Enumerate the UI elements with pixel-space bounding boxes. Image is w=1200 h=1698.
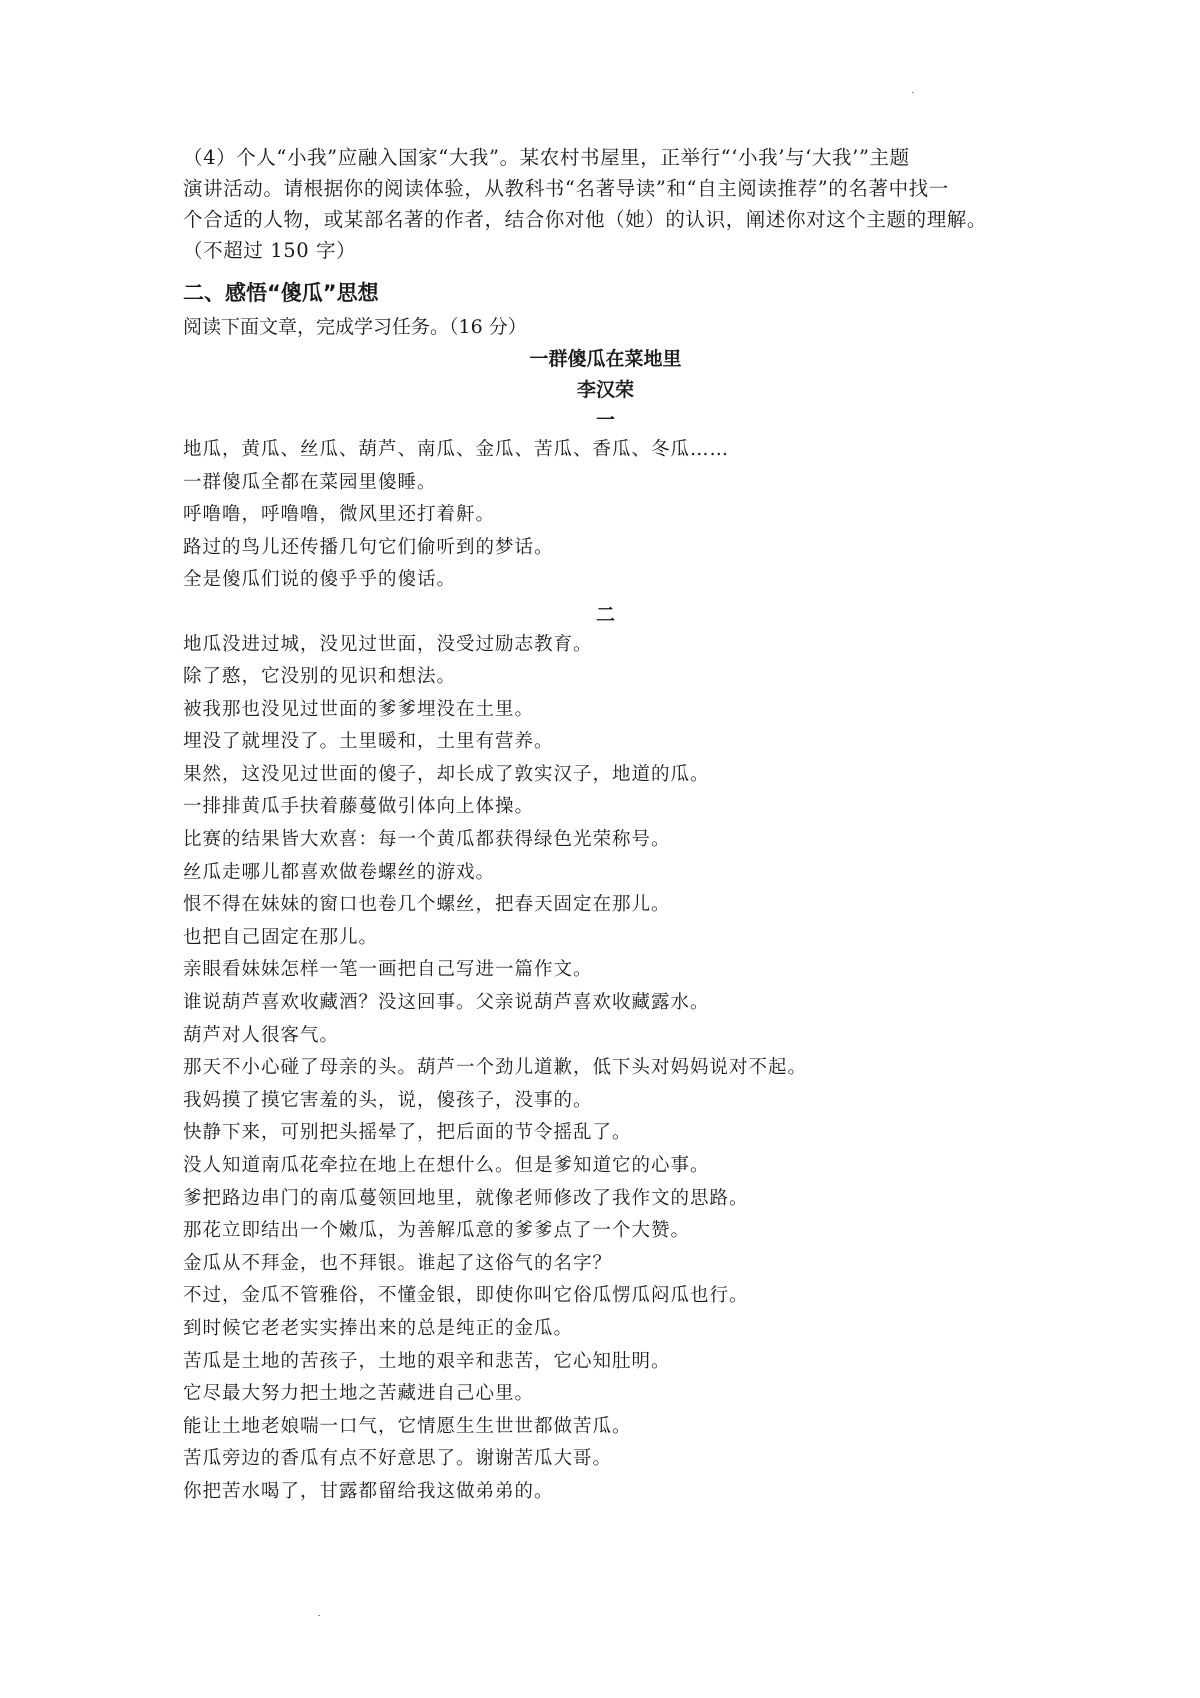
question-4-text <box>183 142 1028 266</box>
poem-line: 葫芦对人很客气。 <box>183 1024 340 1046</box>
poem-line: 能让土地老娘喘一口气，它情愿生生世世都做苦瓜。 <box>183 1415 632 1437</box>
poem-line: 果然，这没见过世面的傻子，却长成了敦实汉子，地道的瓜。 <box>183 763 710 785</box>
poem-line: 地瓜没进过城，没见过世面，没受过励志教育。 <box>183 633 593 655</box>
document-body <box>183 142 1028 1509</box>
section-instruction: 阅读下面文章，完成学习任务。（16 分） <box>183 316 527 338</box>
poem-line: 苦瓜是土地的苦孩子，土地的艰辛和悲苦，它心知肚明。 <box>183 1350 671 1372</box>
poem-line: 我妈摸了摸它害羞的头，说，傻孩子，没事的。 <box>183 1089 593 1111</box>
part-one-numeral: 一 <box>595 409 615 431</box>
poem-line: 那天不小心碰了母亲的头。葫芦一个劲儿道歉，低下头对妈妈说对不起。 <box>183 1057 808 1079</box>
poem-line: 没人知道南瓜花牵拉在地上在想什么。但是爹知道它的心事。 <box>183 1155 710 1176</box>
part-two-lines <box>183 629 1028 1509</box>
poem-line: 路过的鸟儿还传播几句它们偷听到的梦话。 <box>183 536 554 558</box>
poem-line: 全是傻瓜们说的傻乎乎的傻话。 <box>183 569 457 590</box>
poem-line: 比赛的结果皆大欢喜：每一个黄瓜都获得绿色光荣称号。 <box>183 829 671 851</box>
poem-title: 一群傻瓜在菜地里 <box>529 348 682 370</box>
poem-line: 也把自己固定在那儿。 <box>183 926 379 948</box>
question-4-line: 个合适的人物，或某部名著的作者，结合你对他（她）的认识，阐述你对这个主题的理解。 <box>183 208 988 231</box>
poem-line: 被我那也没见过世面的爹爹埋没在土里。 <box>183 698 535 720</box>
poem-line: 苦瓜旁边的香瓜有点不好意思了。谢谢苦瓜大哥。 <box>183 1448 613 1470</box>
part-two-numeral: 二 <box>595 603 615 626</box>
poem-line: 一群傻瓜全都在菜园里傻睡。 <box>183 471 437 493</box>
part-one-lines <box>183 434 1028 597</box>
poem-line: 丝瓜走哪儿都喜欢做卷螺丝的游戏。 <box>183 861 496 883</box>
poem-line: 一排排黄瓜手扶着藤蔓做引体向上体操。 <box>183 796 535 818</box>
poem-line: 快静下来，可别把头摇晕了，把后面的节令摇乱了。 <box>183 1122 632 1144</box>
question-4-line: （4）个人“小我”应融入国家“大我”。某农村书屋里，正举行“‘小我’与‘大我’”主题 <box>183 146 910 169</box>
scan-speck <box>912 92 914 93</box>
section-heading: 二、感悟“傻瓜”思想 <box>183 281 379 305</box>
poem-author: 李汉荣 <box>576 379 634 401</box>
poem-line: 亲眼看妹妹怎样一笔一画把自己写进一篇作文。 <box>183 959 593 981</box>
poem-line: 谁说葫芦喜欢收藏酒？没这回事。父亲说葫芦喜欢收藏露水。 <box>183 992 710 1014</box>
question-4-line: 演讲活动。请根据你的阅读体验，从教科书“名著导读”和“自主阅读推荐”的名著中找一 <box>183 177 949 200</box>
poem-line: 埋没了就埋没了。土里暖和，土里有营养。 <box>183 731 554 753</box>
poem-line: 它尽最大努力把土地之苦藏进自己心里。 <box>183 1383 535 1405</box>
poem-line: 地瓜，黄瓜、丝瓜、葫芦、南瓜、金瓜、苦瓜、香瓜、冬瓜…… <box>183 439 730 460</box>
poem-line: 那花立即结出一个嫩瓜，为善解瓜意的爹爹点了一个大赞。 <box>183 1220 691 1242</box>
poem-line: 你把苦水喝了，甘露都留给我这做弟弟的。 <box>183 1480 554 1502</box>
poem-line: 呼噜噜，呼噜噜，微风里还打着鼾。 <box>183 504 496 525</box>
poem-line: 不过，金瓜不管雅俗，不懂金银，即使你叫它俗瓜愣瓜闷瓜也行。 <box>183 1285 749 1307</box>
poem-line: 到时候它老老实实捧出来的总是纯正的金瓜。 <box>183 1317 574 1339</box>
question-4-line: （不超过 150 字） <box>183 239 357 262</box>
poem-line: 除了憨，它没别的见识和想法。 <box>183 666 457 688</box>
poem-line: 爹把路边串门的南瓜蔓领回地里，就像老师修改了我作文的思路。 <box>183 1187 749 1209</box>
poem-line: 恨不得在妹妹的窗口也卷几个螺丝，把春天固定在那儿。 <box>183 894 671 916</box>
poem-line: 金瓜从不拜金，也不拜银。谁起了这俗气的名字？ <box>183 1252 613 1274</box>
scan-speck <box>318 1615 320 1616</box>
